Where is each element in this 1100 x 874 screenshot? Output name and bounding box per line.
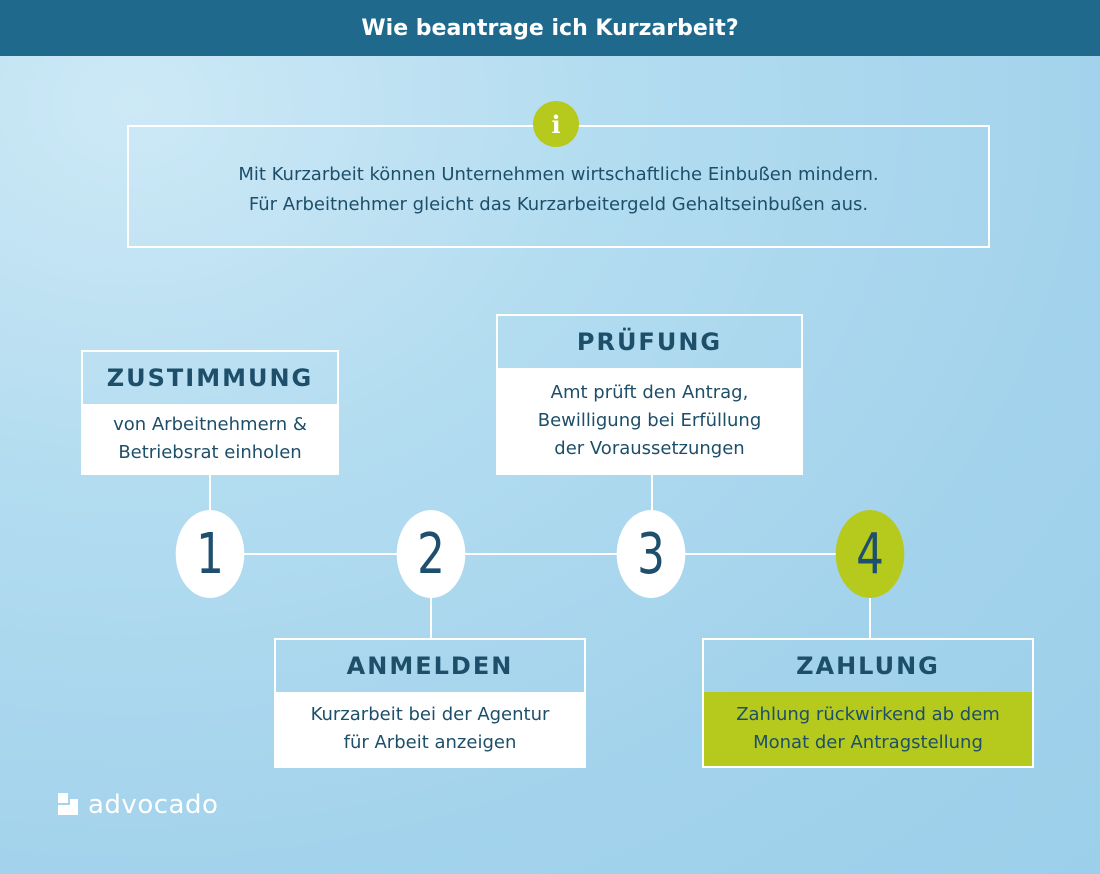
step-3-title: PRÜFUNG [576, 328, 723, 356]
step-3-circle: 3 [617, 510, 686, 598]
step-1-card [81, 350, 339, 475]
step-1-line: von Arbeitnehmern & [113, 413, 307, 435]
step-2-card [274, 638, 586, 768]
step-4-line: Monat der Antragstellung [753, 732, 983, 753]
step-4-title: ZAHLUNG [796, 652, 940, 680]
logo-mark-icon [58, 793, 82, 817]
step-2-circle: 2 [397, 510, 466, 598]
step-2-line: Kurzarbeit bei der Agentur [310, 704, 550, 725]
step-1-circle: 1 [176, 510, 245, 598]
connector-line-3 [651, 474, 653, 514]
connector-line-4 [869, 598, 871, 638]
advocado-logo [58, 790, 218, 820]
connector-line-2 [430, 598, 432, 638]
step-3-line: Amt prüft den Antrag, [550, 381, 749, 403]
step-1-description [83, 404, 337, 473]
info-line: Mit Kurzarbeit können Unternehmen wirtschaftliche Einbußen mindern. [238, 163, 879, 185]
step-4-line: Zahlung rückwirkend ab dem [736, 704, 1000, 725]
page-title: Wie beantrage ich Kurzarbeit? [361, 15, 739, 41]
step-1-line: Betriebsrat einholen [118, 441, 302, 463]
step-2-description [276, 692, 584, 766]
step-3-card [496, 314, 803, 475]
step-4-card [702, 638, 1034, 768]
step-2-line: für Arbeit anzeigen [343, 732, 517, 753]
step-4-description [704, 692, 1032, 766]
step-2-title: ANMELDEN [346, 652, 514, 680]
page-header [0, 0, 1100, 56]
step-1-title: ZUSTIMMUNG [106, 364, 314, 392]
step-3-description [498, 368, 801, 473]
step-3-line: Bewilligung bei Erfüllung [537, 409, 762, 431]
step-4-circle: 4 [836, 510, 905, 598]
step-3-line: der Voraussetzungen [554, 437, 745, 459]
connector-line-1 [209, 474, 211, 514]
info-line: Für Arbeitnehmer gleicht das Kurzarbeitergeld Gehaltseinbußen aus. [248, 193, 869, 215]
timeline-line [210, 553, 870, 555]
logo-text: advocado [88, 790, 219, 820]
info-icon: i [533, 101, 579, 147]
